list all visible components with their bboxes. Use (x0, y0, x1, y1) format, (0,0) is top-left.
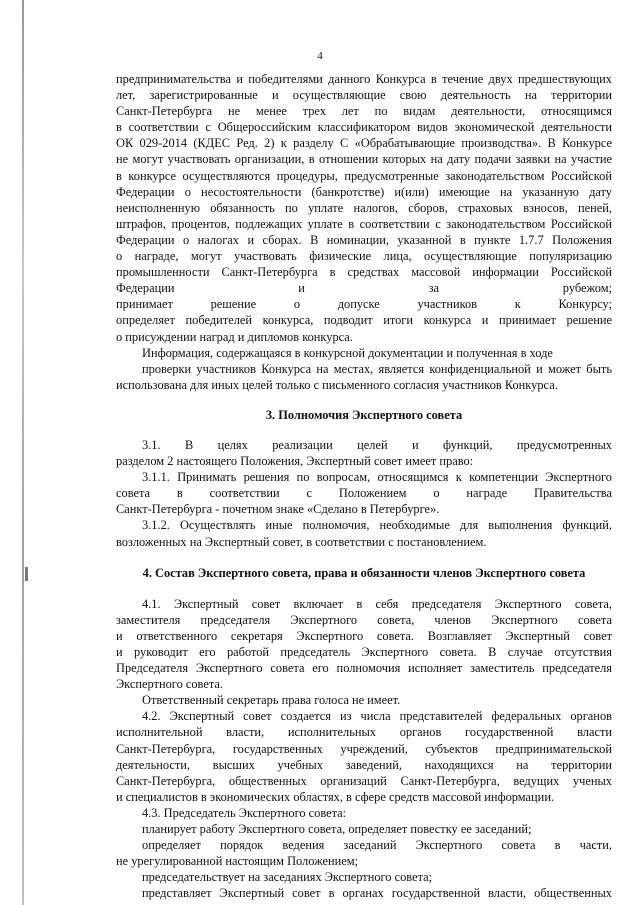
text-line: предпринимательства и победителями данного Конкурса в течение двух предшествующих (116, 72, 612, 86)
text-line: определяет победителей конкурса, подводит итоги конкурса и принимает решение (116, 313, 612, 328)
section-4-body (116, 596, 612, 902)
section-3-body (116, 437, 612, 550)
text-line: председательствует на заседаниях Экспертного совета; (142, 870, 433, 885)
text-line: неисполненную обязанность по уплате налогов, сборов, страховых взносов, пеней, (116, 200, 612, 215)
text-line: 3.1.2. Осуществлять иные полномочия, необходимые для выполнения функций, (142, 518, 612, 533)
margin-mark (25, 567, 28, 581)
text-line: Санкт-Петербурга, государственных учреждений, субъектов предпринимательской (116, 741, 612, 756)
text-line: принимает решение о допуске участников к Конкурсу; (116, 297, 612, 312)
section-heading-4: 4. Состав Экспертного совета, права и обязанности членов Экспертного совета (142, 565, 586, 580)
text-line: проверки участников Конкурса на местах, является конфиденциальной и может быть (142, 361, 612, 376)
text-line: Председателя Экспертного совета его полномочия исполняет заместитель председателя (116, 661, 612, 676)
text-line: 4.1. Экспертный совет включает в себя председателя Экспертного совета, (142, 596, 612, 611)
text-line: представляет Экспертный совет в органах государственной власти, общественных (142, 886, 612, 901)
text-line: и специалистов в экономических областях, в сфере средств массовой информации. (116, 789, 555, 804)
text-line: возложенных на Экспертный совет, в соответствии с постановлением. (116, 534, 487, 549)
text-line: лет, зарегистрированные и осуществляющие свою деятельность на территории (116, 88, 612, 103)
text-line: о присуждении наград и дипломов конкурса. (116, 329, 353, 344)
text-line: планирует работу Экспертного совета, определяет повестку ее заседаний; (142, 822, 532, 837)
text-line: Экспертного совета. (116, 677, 223, 692)
text-line: разделом 2 настоящего Положения, Экспертный совет имеет право: (116, 454, 474, 469)
text-line: о награде, могут участвовать физические лица, осуществляющие популяризацию (116, 249, 612, 264)
text-line: 4.2. Экспертный совет создается из числа представителей федеральных органов (142, 709, 612, 724)
text-line: в конкурсе осуществляются процедуры, предусмотренные законодательством Российской (116, 168, 612, 183)
binding-edge (22, 0, 24, 905)
text-line: использована для иных целей только с письменного согласия участников Конкурса. (116, 377, 558, 392)
text-line: 4.3. Председатель Экспертного совета: (142, 805, 347, 820)
text-line: Информация, содержащаяся в конкурсной документации и полученная в ходе (142, 345, 553, 360)
text-line: Санкт-Петербурга, общественных организаций Санкт-Петербурга, ведущих ученых (116, 773, 612, 788)
text-line: промышленности Санкт-Петербурга в средствах массовой информации Российской (116, 265, 612, 280)
section-heading-3: 3. Полномочия Экспертного совета (265, 407, 463, 422)
text-line: исполнительной власти, исполнительных органов государственной власти (116, 725, 612, 740)
text-line: определяет порядок ведения заседаний Экспертного совета в части, (142, 838, 612, 853)
text-line: Федерации о несостоятельности (банкротстве) и(или) имеющие на указанную дату (116, 184, 612, 199)
paragraph-intro (116, 71, 612, 393)
text-line: не урегулированной настоящим Положением; (116, 854, 359, 869)
text-line: 3.1. В целях реализации целей и функций, предусмотренных (142, 437, 612, 452)
body-text (116, 71, 612, 902)
text-line: совета в соответствии с Положением о награде Правительства (116, 486, 612, 501)
text-line: не могут участвовать организации, в отношении которых на дату подачи заявки на участие (116, 152, 612, 167)
text-line: деятельности, высших учебных заведений, находящихся на территории (116, 757, 612, 772)
text-line: Санкт-Петербурга не менее трех лет по видам деятельности, относящимся (116, 104, 612, 119)
page-number: 4 (317, 50, 323, 62)
text-line: Ответственный секретарь права голоса не имеет. (142, 693, 401, 708)
text-line: Санкт-Петербурга - почетном знаке «Сделано в Петербурге». (116, 502, 440, 517)
text-line: ОК 029-2014 (КДЕС Ред. 2) к разделу С «Обрабатывающие производства». В Конкурсе (116, 136, 612, 151)
text-line: и ответственного секретаря Экспертного совета. Возглавляет Экспертный совет (116, 628, 612, 643)
text-line: заместителя председателя Экспертного совета, членов Экспертного совета (116, 612, 612, 627)
text-line: штрафов, процентов, подлежащих уплате в соответствии с законодательством Российской (116, 216, 612, 231)
text-line: 3.1.1. Принимать решения по вопросам, относящимся к компетенции Экспертного (142, 470, 612, 485)
text-line: Федерации и за рубежом; (116, 281, 612, 296)
text-line: и руководит его работой председатель Экспертного совета. В случае отсутствия (116, 645, 612, 659)
text-line: Федерации о налогах и сборах. В номинации, указанной в пункте 1.7.7 Положения (116, 232, 612, 247)
text-line: в соответствии с Общероссийским классификатором видов экономической деятельности (116, 120, 612, 135)
